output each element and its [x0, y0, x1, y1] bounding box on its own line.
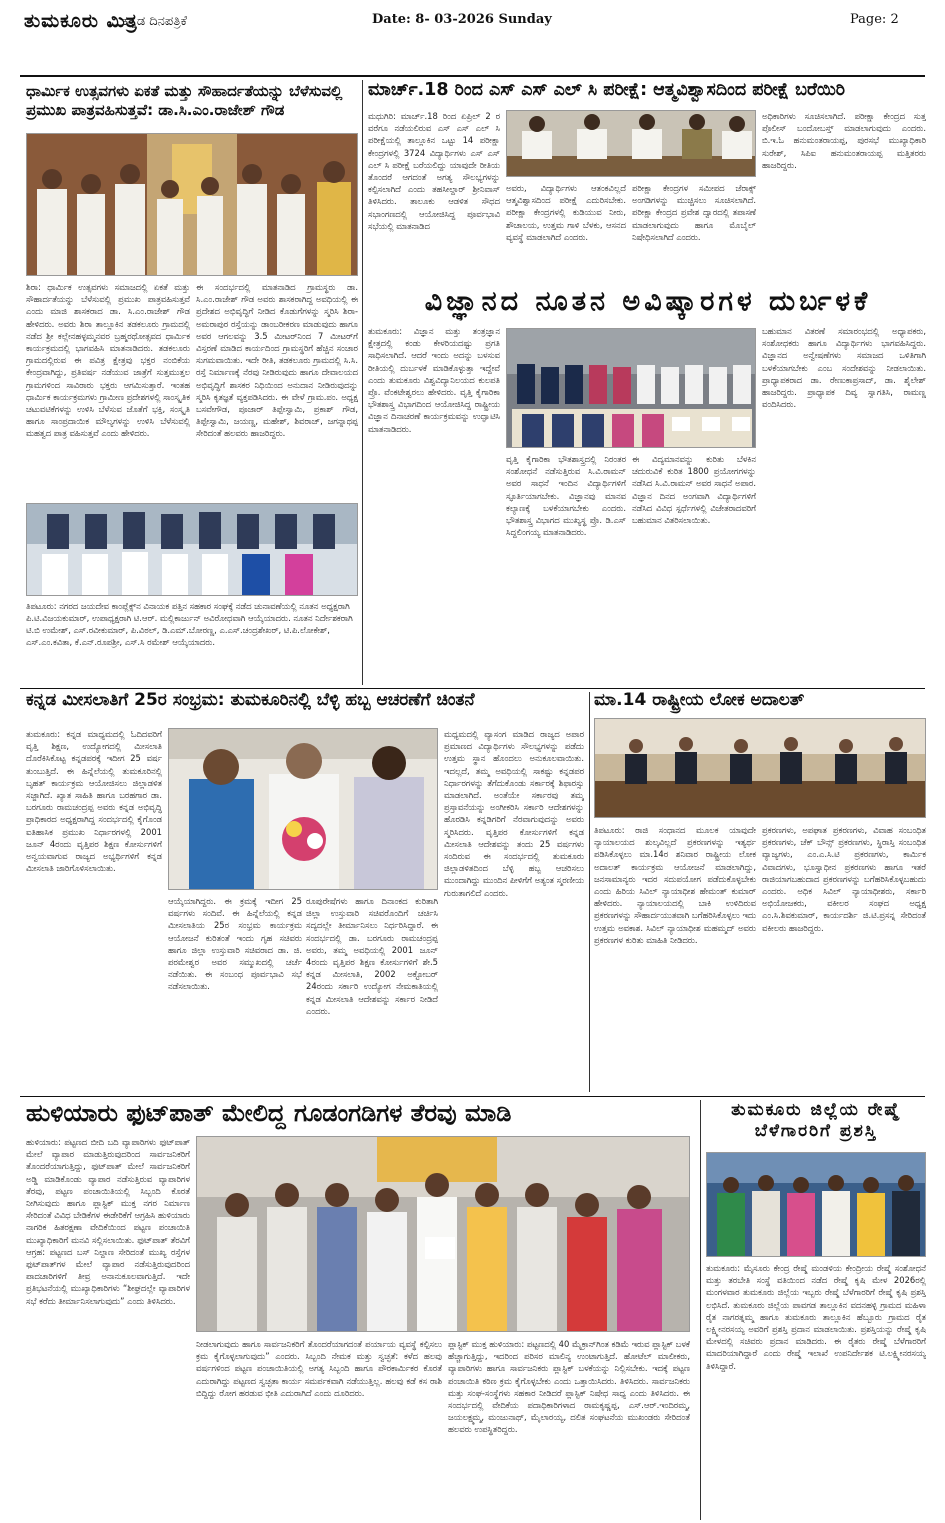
huliyar-body-col2: ನೀಡಲಾಗುವುದು ಹಾಗೂ ಸಾರ್ವಜನಿಕರಿಗೆ ತೊಂದರೆಯಾಗದಂತೆ ಪರ್ಯಾಯ ವ್ಯವಸ್ಥೆ ಕಲ್ಪಿಸಲು ಕ್ರಮ ಕೈಗೊಳ್ಳಲಾಗುವುದು” ಎಂದರು. ಸಿಬ್ಬಂದಿ ನೇಮಕ ಮತ್ತು ಸ್ವಚ್ಛತೆ: ಕಳೆದ ಹಲವು ವರ್ಷಗಳಿಂದ ಪಟ್ಟಣ ಪಂಚಾಯಿತಿಯಲ್ಲಿ ಅಗತ್ಯ ಸಿಬ್ಬಂದಿ ಹಾಗೂ ಪೌರಕಾರ್ಮಿಕರ ಕೊರತೆ ಎದುರಾಗಿದ್ದು ಪಟ್ಟಣದ ಸ್ವಚ್ಛತಾ ಕಾರ್ಯ ಸಮರ್ಪಕವಾಗಿ ನಡೆಯುತ್ತಿಲ್ಲ. ಹಲವು ಕಡೆ ಕಸ ರಾಶಿ ಬಿದ್ದಿದ್ದು ರೋಗ ಹರಡುವ ಭೀತಿ ಎದುರಾಗಿದೆ ಎಂದು ದೂರಿದರು.	[196, 1339, 442, 1398]
lokadalat-body-col1: ತಿಪಟೂರು: ರಾಜಿ ಸಂಧಾನದ ಮೂಲಕ ಯಾವುದೇ ನ್ಯಾಯಾಲಯದ ಶುಲ್ಕವಿಲ್ಲದೆ ಪ್ರಕರಣಗಳನ್ನು ಇತ್ಯರ್ಥ ಪಡಿಸಿಕೊಳ್ಳಲು ಮಾ.14ರ ಶನಿವಾರ ರಾಷ್ಟ್ರೀಯ ಲೋಕ ಅದಾಲತ್ ಕಾರ್ಯಕ್ರಮ ಆಯೋಜನೆ ಮಾಡಲಾಗಿದ್ದು, ಜನಸಾಮಾನ್ಯರು ಇದರ ಸದುಪಯೋಗ ಪಡೆದುಕೊಳ್ಳಬೇಕು ಎಂದು ಹಿರಿಯ ಸಿವಿಲ್ ನ್ಯಾಯಾಧೀಶ ಹೇಮಂತ್ ಕುಮಾರ್ ಹೇಳಿದರು. ನ್ಯಾಯಾಲಯದಲ್ಲಿ ಬಾಕಿ ಉಳಿದಿರುವ ಪ್ರಕರಣಗಳನ್ನು ಸೌಹಾರ್ದಯುತವಾಗಿ ಬಗೆಹರಿಸಿಕೊಳ್ಳಲು ಇದು ಉತ್ತಮ ಅವಕಾಶ. ಸಿವಿಲ್ ನ್ಯಾಯಾಧೀಶ ಮಹಮ್ಮದ್ ಅವರು ಪ್ರಕರಣಗಳ ಕುರಿತು ಮಾಹಿತಿ ನೀಡಿದರು.	[594, 825, 756, 945]
sslc-meeting-photo	[506, 110, 756, 177]
newspaper-subtitle: ಕನ್ನಡ ದಿನಪತ್ರಿಕೆ	[122, 14, 188, 29]
court-hall-photo	[594, 718, 926, 818]
masthead-rule	[20, 75, 925, 77]
huliyar-body-col1: ಹುಳಿಯಾರು: ಪಟ್ಟಣದ ಬೀದಿ ಬದಿ ವ್ಯಾಪಾರಿಗಳು ಫುಟ್‌ಪಾತ್ ಮೇಲೆ ವ್ಯಾಪಾರ ಮಾಡುತ್ತಿರುವುದರಿಂದ ಸಾರ್ವಜನಿಕರಿಗೆ ತೊಂದರೆಯಾಗುತ್ತಿದ್ದು, ಫುಟ್‌ಪಾತ್ ಮೇಲೆ ಸಾರ್ವಜನಿಕರಿಗೆ ಅಡ್ಡಿ ಮಾಡಿಕೊಂಡು ವ್ಯಾಪಾರ ನಡೆಸುತ್ತಿರುವ ವ್ಯಾಪಾರಿಗಳ ತೆರವು, ಪಟ್ಟಣ ಪಂಚಾಯಿತಿಯಲ್ಲಿ ಸಿಬ್ಬಂದಿ ಕೊರತೆ ನೀಗಿಸುವುದು ಹಾಗೂ ಪ್ಲಾಸ್ಟಿಕ್ ಮುಕ್ತ ನಗರ ನಿರ್ಮಾಣ ಸೇರಿದಂತೆ ವಿವಿಧ ಬೇಡಿಕೆಗಳ ಈಡೇರಿಕೆಗೆ ಆಗ್ರಹಿಸಿ ಹುಳಿಯಾರು ನಾಗರಿಕ ಹಿತರಕ್ಷಣಾ ವೇದಿಕೆಯಿಂದ ಪಟ್ಟಣ ಪಂಚಾಯಿತಿ ಮುಖ್ಯಾಧಿಕಾರಿಗೆ ಮನವಿ ಸಲ್ಲಿಸಲಾಯಿತು. ಫುಟ್‌ಪಾತ್ ತೆರವಿಗೆ ಆಗ್ರಹ: ಪಟ್ಟಣದ ಬಸ್ ನಿಲ್ದಾಣ ಸೇರಿದಂತೆ ಮುಖ್ಯ ರಸ್ತೆಗಳ ಫುಟ್‌ಪಾತ್‌ಗಳ ಮೇಲೆ ವ್ಯಾಪಾರ ನಡೆಸುತ್ತಿರುವುದರಿಂದ ಪಾದಚಾರಿಗಳಿಗೆ ತೀವ್ರ ಅನಾನುಕೂಲವಾಗುತ್ತಿದೆ. ಇದೇ ಪ್ರತಿಭಟನೆಯಲ್ಲಿ ಮುಖ್ಯಾಧಿಕಾರಿಗಳು “ಶೀಘ್ರದಲ್ಲೇ ವ್ಯಾಪಾರಿಗಳ ಸಭೆ ಕರೆದು ತೀರ್ಮಾನಿಸಲಾಗುವುದು” ಎಂದು ತಿಳಿಸಿದರು.	[26, 1137, 190, 1306]
lokadalat-body-col2: ಪ್ರಕರಣಗಳು, ಅಪಘಾತ ಪ್ರಕರಣಗಳು, ವಿವಾಹ ಸಂಬಂಧಿತ ಪ್ರಕರಣಗಳು, ಚೆಕ್ ಬೌನ್ಸ್ ಪ್ರಕರಣಗಳು, ಸ್ಥಿರಾಸ್ತಿ ಸಂಬಂಧಿತ ವ್ಯಾಜ್ಯಗಳು, ಎಂ.ಎ.ಸಿ.ಟಿ ಪ್ರಕರಣಗಳು, ಕಾರ್ಮಿಕ ವಿವಾದಗಳು, ಭೂಸ್ವಾಧೀನ ಪ್ರಕರಣಗಳು ಹಾಗೂ ಇತರೆ ರಾಜಿಯಾಗಬಹುದಾದ ಪ್ರಕರಣಗಳನ್ನು ಬಗೆಹರಿಸಿಕೊಳ್ಳಬಹುದು ಎಂದರು. ಅಧಿಕ ಸಿವಿಲ್ ನ್ಯಾಯಾಧೀಶರು, ಸರ್ಕಾರಿ ಅಭಿಯೋಜಕರು, ವಕೀಲರ ಸಂಘದ ಅಧ್ಯಕ್ಷ ಎಂ.ಸಿ.ಶಿವಕುಮಾರ್, ಕಾರ್ಯದರ್ಶಿ ಜಿ.ಟಿ.ಪ್ರಸನ್ನ ಸೇರಿದಂತೆ ವಕೀಲರು ಹಾಜರಿದ್ದರು.	[762, 825, 926, 933]
column-divider	[362, 80, 363, 685]
cooperative-society-photo	[26, 503, 358, 596]
kannada-body-col2: ಆಯ್ಕೆಯಾಗಿದ್ದರು. ಈ ಕ್ರಮಕ್ಕೆ ಇದೀಗ 25 ವರ್ಷಗಳು ಸಂದಿವೆ. ಈ ಹಿನ್ನೆಲೆಯಲ್ಲಿ ಕನ್ನಡ ಮೀಸಲಾತಿಯ 25ರ ಸಂಭ್ರಮ ಕಾರ್ಯಕ್ರಮ ಆಯೋಜನೆ ಕುರಿತಂತೆ ಇಂದು ಗೃಹ ಸಚಿವರು ಹಾಗೂ ಜಿಲ್ಲಾ ಉಸ್ತುವಾರಿ ಸಚಿವರಾದ ಡಾ. ಜಿ. ಪರಮೇಶ್ವರ ಅವರ ಸಮ್ಮುಖದಲ್ಲಿ ಚರ್ಚೆ ನಡೆಯಿತು. ಈ ಸಂಬಂಧ ಪೂರ್ವಭಾವಿ ಸಭೆ ನಡೆಸಲಾಯಿತು.	[168, 896, 302, 992]
cooperative-society-caption: ತಿಪಟೂರು: ನಗರದ ಜಯದೇವ ಕಾಂಪ್ಲೆಕ್ಸ್‌ನ ವಿನಾಯಕ ಪತ್ತಿನ ಸಹಕಾರ ಸಂಘಕ್ಕೆ ನಡೆದ ಚುನಾವಣೆಯಲ್ಲಿ ನೂತನ ಅಧ್ಯಕ್ಷರಾಗಿ ಪಿ.ಟಿ.ವಿಜಯಕುಮಾರ್, ಉಪಾಧ್ಯಕ್ಷರಾಗಿ ಟಿ.ಆರ್. ಮಲ್ಲಿಕಾರ್ಜುನ್ ಅವಿರೋಧವಾಗಿ ಆಯ್ಕೆಯಾದರು. ನೂತನ ನಿರ್ದೇಶಕರಾಗಿ ಟಿ.ಬಿ ಉಮೇಶ್, ಎಸ್.ರವೀಕುಮಾರ್, ಪಿ.ವಿಠಲ್, ಡಿ.ಎಮ್.ಬೋರಣ್ಣ, ಎ.ಎಸ್.ಚಂದ್ರಶೇಖರ್, ಟಿ.ಪಿ.ಲೋಕೇಶ್, ಎಸ್.ಎಂ.ಕವಿತಾ, ಕೆ.ಎನ್.ರೂಪಶ್ರೀ, ಎಸ್.ಸಿ ರಮೇಶ್ ಆಯ್ಕೆಯಾದರು.	[26, 601, 353, 647]
section-rule	[20, 688, 925, 689]
kannada-body-col3: ರೂಪುರೇಷೆಗಳು ಹಾಗೂ ದಿನಾಂಕದ ಕುರಿತಾಗಿ ಜಿಲ್ಲಾ ಉಸ್ತುವಾರಿ ಸಚಿವರೊಂದಿಗೆ ಚರ್ಚಿಸಿ ಸದ್ಯದಲ್ಲೇ ತೀರ್ಮಾನಿಸಲು ನಿರ್ಧರಿಸಿದ್ದಾರೆ. ಈ ಸಂದರ್ಭದಲ್ಲಿ ಡಾ. ಬರಗೂರು ರಾಮಚಂದ್ರಪ್ಪ ಅವರು, ತಮ್ಮ ಅವಧಿಯಲ್ಲಿ 2001 ಜೂನ್ 4ರಂದು ವೃತ್ತಿಪರ ಶಿಕ್ಷಣ ಕೋರ್ಸುಗಳಿಗೆ ಶೇ.5 ಕನ್ನಡ ಮೀಸಲಾತಿ, 2002 ಅಕ್ಟೋಬರ್ 24ರಂದು ಸರ್ಕಾರಿ ಉದ್ಯೋಗ ನೇಮಕಾತಿಯಲ್ಲಿ ಕನ್ನಡ ಮೀಸಲಾತಿ ಆದೇಶವನ್ನು ಸರ್ಕಾರ ನೀಡಿದೆ ಎಂದರು.	[306, 896, 438, 1016]
kannada-headline: ಕನ್ನಡ ಮೀಸಲಾತಿಗೆ 25ರ ಸಂಭ್ರಮ: ತುಮಕೂರಿನಲ್ಲಿ ಬೆಳ್ಳಿ ಹಬ್ಬ ಆಚರಣೆಗೆ ಚಿಂತನೆ	[26, 690, 475, 710]
column-divider	[589, 692, 590, 1092]
dharmika-body-col1: ಶಿರಾ: ಧಾರ್ಮಿಕ ಉತ್ಸವಗಳು ಸಮಾಜದಲ್ಲಿ ಏಕತೆ ಮತ್ತು ಸೌಹಾರ್ದತೆಯನ್ನು ಬೆಳೆಸುವಲ್ಲಿ ಪ್ರಮುಖ ಪಾತ್ರವಹಿಸುತ್ತವೆ ಎಂದು ಮಾಜಿ ಶಾಸಕರಾದ ಡಾ. ಸಿ.ಎಂ.ರಾಜೇಶ್ ಗೌಡ ಹೇಳಿದರು. ಅವರು ಶಿರಾ ತಾಲ್ಲೂಕಿನ ತಡಕಲೂರು ಗ್ರಾಮದಲ್ಲಿ ನಡೆದ ಶ್ರೀ ಕಲ್ಲೇನಹಳ್ಳಮ್ಮನವರ ಬ್ರಹ್ಮರಥೋತ್ಸವದ ಧಾರ್ಮಿಕ ಕಾರ್ಯಕ್ರಮದಲ್ಲಿ ಭಾಗವಹಿಸಿ ಮಾತನಾಡಿದರು. ತಡಕಲೂರು ಗ್ರಾಮದಲ್ಲಿರುವ ಈ ಪವಿತ್ರ ಕ್ಷೇತ್ರವು ಭಕ್ತರ ನಂಬಿಕೆಯ ಕೇಂದ್ರವಾಗಿದ್ದು, ಪ್ರತಿವರ್ಷ ನಡೆಯುವ ಜಾತ್ರೆಗೆ ಸುತ್ತಮುತ್ತಲ ಗ್ರಾಮಗಳಿಂದ ಸಾವಿರಾರು ಭಕ್ತರು ಆಗಮಿಸುತ್ತಾರೆ. ಇಂತಹ ಧಾರ್ಮಿಕ ಕಾರ್ಯಕ್ರಮಗಳು ಗ್ರಾಮೀಣ ಪ್ರದೇಶಗಳಲ್ಲಿ ಸಾಂಸ್ಕೃತಿಕ ಚಟುವಟಿಕೆಗಳನ್ನು ಉಳಿಸಿ ಬೆಳೆಸುವ ಜೊತೆಗೆ ಭಕ್ತಿ, ಸಂಸ್ಕೃತಿ ಹಾಗೂ ಸಾಂಪ್ರದಾಯಿಕ ಮೌಲ್ಯಗಳನ್ನು ಉಳಿಸಿ ಬೆಳೆಸುವಲ್ಲಿ ಮಹತ್ವದ ಪಾತ್ರ ವಹಿಸುತ್ತವೆ ಎಂದು ಹೇಳಿದರು.	[26, 282, 190, 439]
vijnana-body-col3: ಈ ವಿದ್ಯಮಾನವನ್ನು ಕುರಿತು ಬೆಳಕಿನ ಚದುರುವಿಕೆ ಕುರಿತ 1800 ಪ್ರಯೋಗಗಳನ್ನು ನಡೆಸಿದ ಸಿ.ವಿ.ರಾಮನ್ ಅವರ ಸಾಧನೆ ಅಪಾರ. ವಿಜ್ಞಾನ ದಿನದ ಅಂಗವಾಗಿ ವಿದ್ಯಾರ್ಥಿಗಳಿಗೆ ನಡೆಸಿದ ವಿವಿಧ ಸ್ಪರ್ಧೆಗಳಲ್ಲಿ ವಿಜೇತರಾದವರಿಗೆ ಬಹುಮಾನ ವಿತರಿಸಲಾಯಿತು.	[632, 454, 756, 526]
dharmika-body-col2: ಈ ಸಂದರ್ಭದಲ್ಲಿ ಮಾತನಾಡಿದ ಗ್ರಾಮಸ್ಥರು ಡಾ. ಸಿ.ಎಂ.ರಾಜೇಶ್ ಗೌಡ ಅವರು ಶಾಸಕರಾಗಿದ್ದ ಅವಧಿಯಲ್ಲಿ ಈ ಪ್ರದೇಶದ ಅಭಿವೃದ್ಧಿಗೆ ನೀಡಿದ ಕೊಡುಗೆಗಳನ್ನು ಸ್ಮರಿಸಿ ಶಿರಾ-ಅಮರಾಪುರ ರಸ್ತೆಯನ್ನು ಡಾಂಬರೀಕರಣ ಮಾಡುವುದು ಹಾಗೂ ಅವರ ಆಗಲವನ್ನು 3.5 ಮೀಟರ್‌ನಿಂದ 7 ಮೀಟರ್‌ಗೆ ವಿಸ್ತರಣೆ ಮಾಡಿದ ಕಾರ್ಯದಿಂದ ಗ್ರಾಮಸ್ಥರಿಗೆ ಹೆಚ್ಚಿನ ಸಂಚಾರ ಸುಗಮವಾಯಿತು. ಇದೇ ರೀತಿ, ತಡಕಲೂರು ಗ್ರಾಮದಲ್ಲಿ ಸಿ.ಸಿ. ರಸ್ತೆ ನಿರ್ಮಾಣಕ್ಕೆ ನೆರವು ನೀಡಿರುವುದು ಹಾಗೂ ದೇವಾಲಯದ ಅಭಿವೃದ್ಧಿಗೆ ಶಾಸಕರ ನಿಧಿಯಿಂದ ಅನುದಾನ ನೀಡಿರುವುದನ್ನು ಸ್ಮರಿಸಿ ಕೃತಜ್ಞತೆ ವ್ಯಕ್ತಪಡಿಸಿದರು. ಈ ವೇಳೆ ಗ್ರಾಮ.ಪಂ. ಅಧ್ಯಕ್ಷ ಬಸವೇಗೌಡ, ಪೂಜಾರ್ ತಿಪ್ಪೇಸ್ವಾಮಿ, ಪ್ರಕಾಶ್ ಗೌಡ, ತಿಪ್ಪೇಸ್ವಾಮಿ, ಜಯಣ್ಣ, ಮಹೇಶ್, ಶಿವರಾಜ್, ಜಗನ್ನಾಥಪ್ಪ ಸೇರಿದಂತೆ ಹಲವರು ಹಾಜರಿದ್ದರು.	[196, 282, 358, 439]
sslc-body-col1: ಮಧುಗಿರಿ: ಮಾರ್ಚ್.18 ರಿಂದ ಏಪ್ರಿಲ್ 2 ರ ವರೆಗೂ ನಡೆಯಲಿರುವ ಎಸ್ ಎಸ್ ಎಲ್ ಸಿ ಪರೀಕ್ಷೆಯಲ್ಲಿ ತಾಲ್ಲೂಕಿನ ಒಟ್ಟು 14 ಪರೀಕ್ಷಾ ಕೇಂದ್ರಗಳಲ್ಲಿ 3724 ವಿದ್ಯಾರ್ಥಿಗಳು ಎಸ್ ಎಸ್ ಎಲ್ ಸಿ ಪರೀಕ್ಷೆ ಬರೆಯಲಿದ್ದು ಯಾವುದೇ ರೀತಿಯ ತೊಂದರೆ ಆಗದಂತೆ ಅಗತ್ಯ ಸೌಲಭ್ಯಗಳನ್ನು ಕಲ್ಪಿಸಲಾಗಿದೆ ಎಂದು ತಹಸೀಲ್ದಾರ್ ಶ್ರೀನಿವಾಸ್ ತಿಳಿಸಿದರು. ತಾಲೂಕು ಆಡಳಿತ ಸೌಧದ ಸಭಾಂಗಣದಲ್ಲಿ ಆಯೋಜಿಸಿದ್ದ ಪೂರ್ವಭಾವಿ ಸಭೆಯಲ್ಲಿ ಮಾತನಾಡಿದ	[368, 111, 500, 231]
vijnana-body-col1: ತುಮಕೂರು: ವಿಜ್ಞಾನ ಮತ್ತು ತಂತ್ರಜ್ಞಾನ ಕ್ಷೇತ್ರದಲ್ಲಿ ಕಂಡು ಕೇಳರಿಯದಷ್ಟು ಪ್ರಗತಿ ಸಾಧಿಸಲಾಗಿದೆ. ಆದರೆ ಇಂದು ಅದನ್ನು ಬಳಸುವ ರೀತಿಯಲ್ಲಿ ದುರ್ಬಳಕೆ ಮಾಡಿಕೊಳ್ಳುತ್ತಾ ಇದ್ದೇವೆ ಎಂದು ತುಮಕೂರು ವಿಶ್ವವಿದ್ಯಾನಿಲಯದ ಕುಲಪತಿ ಪ್ರೊ. ವೆಂಕಟೇಶ್ವರಲು ಹೇಳಿದರು. ವೃತ್ತಿ ಕೈಗಾರಿಕಾ ಭೌತಶಾಸ್ತ್ರ ವಿಭಾಗದಿಂದ ಆಯೋಜಿಸಿದ್ದ ರಾಷ್ಟ್ರೀಯ ವಿಜ್ಞಾನ ದಿನಾಚರಣೆ ಕಾರ್ಯಕ್ರಮವನ್ನು ಉದ್ಘಾಟಿಸಿ ಮಾತನಾಡಿದರು.	[368, 326, 500, 434]
masthead	[0, 0, 945, 72]
kannada-body-col1: ತುಮಕೂರು: ಕನ್ನಡ ಮಾಧ್ಯಮದಲ್ಲಿ ಓದಿದವರಿಗೆ ವೃತ್ತಿ ಶಿಕ್ಷಣ, ಉದ್ಯೋಗದಲ್ಲಿ ಮೀಸಲಾತಿ ದೊರೆಕಿಸಿಕೊಟ್ಟ ಕನ್ನಡಪರಕ್ಕೆ ಇದೀಗ 25 ವರ್ಷ ತುಂಬುತ್ತಿದೆ. ಈ ಹಿನ್ನೆಲೆಯಲ್ಲಿ ತುಮಕೂರಿನಲ್ಲಿ ಬೃಹತ್ ಕಾರ್ಯಕ್ರಮ ಆಯೋಜಿಸಲು ಜಿಲ್ಲಾಡಳಿತ ಸಜ್ಜಾಗಿದೆ. ಖ್ಯಾತ ಸಾಹಿತಿ ಹಾಗೂ ಬರಹಗಾರ ಡಾ. ಬರಗೂರು ರಾಮಚಂದ್ರಪ್ಪ ಅವರು ಕನ್ನಡ ಅಭಿವೃದ್ಧಿ ಪ್ರಾಧಿಕಾರದ ಅಧ್ಯಕ್ಷರಾಗಿದ್ದ ಸಂದರ್ಭದಲ್ಲಿ ಕೈಗೊಂಡ ಐತಿಹಾಸಿಕ ಪ್ರಮುಖ ನಿರ್ಧಾರಗಳಲ್ಲಿ 2001 ಜೂನ್ 4ರಂದು ವೃತ್ತಿಪರ ಶಿಕ್ಷಣ ಕೋರ್ಸುಗಳಿಗೆ ಅನ್ವಯವಾಗುವ ರಾಜ್ಯದ ಅಭ್ಯರ್ಥಿಗಳಿಗೆ ಕನ್ನಡ ಮೀಸಲಾತಿ ಜಾರಿಗೊಳಿಸಲಾಯಿತು.	[26, 729, 162, 874]
sslc-body-col4: ಅಧಿಕಾರಿಗಳು ಸೂಚಿಸಲಾಗಿದೆ. ಪರೀಕ್ಷಾ ಕೇಂದ್ರದ ಸುತ್ತ ಪೊಲೀಸ್ ಬಂದೋಬಸ್ತ್ ಮಾಡಲಾಗುವುದು ಎಂದರು. ಬಿ.ಇ.ಓ ಹನುಮಂತರಾಯಪ್ಪ, ಪುರಸಭೆ ಮುಖ್ಯಾಧಿಕಾರಿ ಸುರೇಶ್, ಸಿಪಿಐ ಹನುಮಂತರಾಯಪ್ಪ ಮತ್ತಿತರರು ಹಾಜರಿದ್ದರು.	[762, 111, 926, 170]
newspaper-name: ತುಮಕೂರು ಮಿತ್ರ	[24, 10, 138, 32]
sslc-body-col2: ಅವರು, ವಿದ್ಯಾರ್ಥಿಗಳು ಆತಂಕವಿಲ್ಲದೆ ಆತ್ಮವಿಶ್ವಾಸದಿಂದ ಪರೀಕ್ಷೆ ಎದುರಿಸಬೇಕು. ಪರೀಕ್ಷಾ ಕೇಂದ್ರಗಳಲ್ಲಿ ಕುಡಿಯುವ ನೀರು, ಶೌಚಾಲಯ, ಉತ್ತಮ ಗಾಳಿ ಬೆಳಕು, ಆಸನದ ವ್ಯವಸ್ಥೆ ಮಾಡಲಾಗಿದೆ ಎಂದರು.	[506, 183, 626, 242]
column-divider	[700, 1100, 701, 1520]
vijnana-body-col2: ವೃತ್ತಿ ಕೈಗಾರಿಕಾ ಭೌತಶಾಸ್ತ್ರದಲ್ಲಿ ನಿರಂತರ ಸಂಶೋಧನೆ ನಡೆಸುತ್ತಿರುವ ಸಿ.ವಿ.ರಾಮನ್ ಅವರ ಸಾಧನೆ ಇಂದಿನ ವಿದ್ಯಾರ್ಥಿಗಳಿಗೆ ಸ್ಫೂರ್ತಿಯಾಗಬೇಕು. ವಿಜ್ಞಾನವು ಮಾನವ ಕಲ್ಯಾಣಕ್ಕೆ ಬಳಕೆಯಾಗಬೇಕು ಎಂದರು. ಭೌತಶಾಸ್ತ್ರ ವಿಭಾಗದ ಮುಖ್ಯಸ್ಥ ಪ್ರೊ. ಡಿ.ಎಸ್ ಸಿದ್ದಲಿಂಗಯ್ಯ ಮಾತನಾಡಿದರು.	[506, 454, 626, 538]
kannada-felicitation-photo	[168, 728, 438, 890]
lokadalat-headline: ಮಾ.14 ರಾಷ್ಟ್ರೀಯ ಲೋಕ ಅದಾಲತ್	[594, 690, 805, 710]
huliyar-headline: ಹುಳಿಯಾರು ಫುಟ್‌ಪಾತ್ ಮೇಲಿದ್ದ ಗೂಡಂಗಡಿಗಳ ತೆರವು ಮಾಡಿ	[26, 1099, 512, 1127]
vijnana-headline: ವಿಜ್ಞಾನದ ನೂತನ ಅವಿಷ್ಕಾರಗಳ ದುರ್ಬಳಕೆ	[424, 286, 872, 317]
dharmika-headline: ಧಾರ್ಮಿಕ ಉತ್ಸವಗಳು ಏಕತೆ ಮತ್ತು ಸೌಹಾರ್ದತೆಯನ್ನು ಬೆಳೆಸುವಲ್ಲಿ ಪ್ರಮುಖ ಪಾತ್ರವಹಿಸುತ್ತವೆ: ಡಾ.ಸಿ.ಎಂ.ರಾಜೇಶ್ ಗೌಡ	[26, 82, 343, 119]
kannada-body-col4: ಮಧ್ಯಮದಲ್ಲಿ ವ್ಯಾಸಂಗ ಮಾಡಿದ ರಾಜ್ಯದ ಅಪಾರ ಪ್ರಮಾಣದ ವಿದ್ಯಾರ್ಥಿಗಳು ಸೌಲಭ್ಯಗಳನ್ನು ಪಡೆದು ಉತ್ತಮ ಸ್ಥಾನ ಹೊಂದಲು ಅನುಕೂಲವಾಯಿತು. ಇದಲ್ಲದೆ, ತಮ್ಮ ಅವಧಿಯಲ್ಲಿ ಸಾಕಷ್ಟು ಕನ್ನಡಪರ ನಿರ್ಧಾರಗಳನ್ನು ತೆಗೆದುಕೊಂಡು ಸರ್ಕಾರಕ್ಕೆ ಶಿಫಾರಸ್ಸು ಮಾಡಲಾಗಿದೆ. ಅಂತೆಯೇ ಸರ್ಕಾರವು ತಮ್ಮ ಪ್ರಸ್ತಾವನೆಯನ್ನು ಅಂಗೀಕರಿಸಿ ಸರ್ಕಾರಿ ಆದೇಶಗಳನ್ನು ಹೊರಡಿಸಿ ಕನ್ನಡಿಗರಿಗೆ ನೆರವಾಗುವುದನ್ನು ಅವರು ಸ್ಮರಿಸಿದರು. ವೃತ್ತಿಪರ ಕೋರ್ಸುಗಳಿಗೆ ಕನ್ನಡ ಮೀಸಲಾತಿ ಆದೇಶವನ್ನು ತಂದು 25 ವರ್ಷಗಳು ಸಂದಿರುವ ಈ ಸಂದರ್ಭದಲ್ಲಿ ತುಮಕೂರು ಜಿಲ್ಲಾಡಳಿತದಿಂದ ಬೆಳ್ಳಿ ಹಬ್ಬ ಆಚರಿಸಲು ಮುಂದಾಗಿದ್ದು ಮುಂದಿನ ಪೀಳಿಗೆಗೆ ಅತ್ಯಂತ ಸ್ಮರಣೀಯ ಗುರುತಾಗಲಿದೆ ಎಂದರು.	[444, 729, 584, 898]
vijnana-body-col4: ಬಹುಮಾನ ವಿತರಣೆ ಸಮಾರಂಭದಲ್ಲಿ ಅಧ್ಯಾಪಕರು, ಸಂಶೋಧಕರು ಹಾಗೂ ವಿದ್ಯಾರ್ಥಿಗಳು ಭಾಗವಹಿಸಿದ್ದರು. ವಿಜ್ಞಾನದ ಅನ್ವೇಷಣೆಗಳು ಸಮಾಜದ ಒಳಿತಿಗಾಗಿ ಬಳಕೆಯಾಗಬೇಕು ಎಂಬ ಸಂದೇಶವನ್ನು ನೀಡಲಾಯಿತು. ಪ್ರಾಧ್ಯಾಪಕರಾದ ಡಾ. ರೇಣುಕಾಪ್ರಸಾದ್, ಡಾ. ಶೈಲೇಶ್ ಹಾಜರಿದ್ದರು. ಪ್ರಾಧ್ಯಾಪಕ ದಿವ್ಯ ಸ್ವಾಗತಿಸಿ, ರಾಮಣ್ಣ ವಂದಿಸಿದರು.	[762, 326, 926, 410]
reshme-headline: ತುಮಕೂರು ಜಿಲ್ಲೆಯ ರೇಷ್ಮೆ ಬೆಳೆಗಾರರಿಗೆ ಪ್ರಶಸ್ತಿ	[731, 1100, 901, 1142]
page-number: Page: 2	[850, 12, 899, 27]
sericulture-award-photo	[706, 1152, 926, 1257]
sslc-headline: ಮಾರ್ಚ್.18 ರಿಂದ ಎಸ್ ಎಸ್ ಎಲ್ ಸಿ ಪರೀಕ್ಷೆ: ಆತ್ಮವಿಶ್ವಾಸದಿಂದ ಪರೀಕ್ಷೆ ಬರೆಯಿರಿ	[368, 80, 846, 100]
huliyar-petition-photo	[196, 1136, 690, 1332]
issue-date: Date: 8- 03-2026 Sunday	[372, 12, 552, 27]
temple-group-photo	[26, 133, 358, 276]
reshme-body: ತುಮಕೂರು: ಮೈಸೂರು ಕೇಂದ್ರ ರೇಷ್ಮೆ ಮಂಡಳಿಯ ಕೇಂದ್ರೀಯ ರೇಷ್ಮೆ ಸಂಶೋಧನೆ ಮತ್ತು ತರಬೇತಿ ಸಂಸ್ಥೆ ವತಿಯಿಂದ ನಡೆದ ರೇಷ್ಮೆ ಕೃಷಿ ಮೇಳ 2026ರಲ್ಲಿ ಮಂಗಳವಾರ ತುಮಕೂರು ಜಿಲ್ಲೆಯ ಇಬ್ಬರು ರೇಷ್ಮೆ ಬೆಳೆಗಾರರಿಗೆ ರೇಷ್ಮೆ ಕೃಷಿ ಪ್ರಶಸ್ತಿ ಲಭಿಸಿದೆ. ತುಮಕೂರು ಜಿಲ್ಲೆಯ ಪಾವಗಡ ತಾಲ್ಲೂಕಿನ ವದನಹಳ್ಳಿ ಗ್ರಾಮದ ಮಹಿಳಾ ರೈತ ನಾಗರತ್ನಮ್ಮ ಹಾಗೂ ತುಮಕೂರು ತಾಲ್ಲೂಕಿನ ಹೆಬ್ಬೂರು ಗ್ರಾಮದ ರೈತ ಲಕ್ಷ್ಮೀನರಸಯ್ಯ ಅವರಿಗೆ ಪ್ರಶಸ್ತಿ ಪ್ರದಾನ ಮಾಡಲಾಯಿತು. ಪ್ರಶಸ್ತಿಯನ್ನು ರೇಷ್ಮೆ ಕೃಷಿ ಮೇಳದಲ್ಲಿ ಸಚಿವರು ಪ್ರದಾನ ಮಾಡಿದರು. ಈ ರೈತರು ರೇಷ್ಮೆ ಬೆಳೆಗಾರರಿಗೆ ಮಾದರಿಯಾಗಿದ್ದಾರೆ ಎಂದು ರೇಷ್ಮೆ ಇಲಾಖೆ ಉಪನಿರ್ದೇಶಕ ಟಿ.ಲಕ್ಷ್ಮೀನರಸಯ್ಯ ತಿಳಿಸಿದ್ದಾರೆ.	[706, 1263, 926, 1371]
science-day-group-photo	[506, 328, 756, 448]
sslc-body-col3: ಪರೀಕ್ಷಾ ಕೇಂದ್ರಗಳ ಸಮೀಪದ ಜೆರಾಕ್ಸ್ ಅಂಗಡಿಗಳನ್ನು ಮುಚ್ಚಿಸಲು ಸೂಚಿಸಲಾಗಿದೆ. ಪರೀಕ್ಷಾ ಕೇಂದ್ರದ ಪ್ರವೇಶ ದ್ವಾರದಲ್ಲಿ ತಪಾಸಣೆ ಮಾಡಲಾಗುವುದು ಹಾಗೂ ಮೊಬೈಲ್ ನಿಷೇಧಿಸಲಾಗಿದೆ ಎಂದರು.	[632, 183, 756, 242]
section-rule	[20, 1096, 925, 1097]
huliyar-body-col3: ಪ್ಲಾಸ್ಟಿಕ್ ಮುಕ್ತ ಹುಳಿಯಾರು: ಪಟ್ಟಣದಲ್ಲಿ 40 ಮೈಕ್ರಾನ್‌ಗಿಂತ ಕಡಿಮೆ ಇರುವ ಪ್ಲಾಸ್ಟಿಕ್ ಬಳಕೆ ಹೆಚ್ಚಾಗುತ್ತಿದ್ದು, ಇದರಿಂದ ಪರಿಸರ ಮಾಲಿನ್ಯ ಉಂಟಾಗುತ್ತಿದೆ. ಹೋಟೆಲ್ ಮಾಲೀಕರು, ವ್ಯಾಪಾರಿಗಳು ಹಾಗೂ ಸಾರ್ವಜನಿಕರು ಪ್ಲಾಸ್ಟಿಕ್ ಬಳಕೆಯನ್ನು ನಿಲ್ಲಿಸಬೇಕು. ಇದಕ್ಕೆ ಪಟ್ಟಣ ಪಂಚಾಯಿತಿ ಕಠಿಣ ಕ್ರಮ ಕೈಗೊಳ್ಳಬೇಕು ಎಂದು ಒತ್ತಾಯಿಸಿದರು. ತಿಳಿಸಿದರು. ಸಾರ್ವಜನಿಕರು ಮತ್ತು ಸಂಘ-ಸಂಸ್ಥೆಗಳು ಸಹಕಾರ ನೀಡಿದರೆ ಪ್ಲಾಸ್ಟಿಕ್ ನಿಷೇಧ ಸಾಧ್ಯ ಎಂದು ತಿಳಿಸಿದರು. ಈ ಸಂದರ್ಭದಲ್ಲಿ ವೇದಿಕೆಯ ಪದಾಧಿಕಾರಿಗಳಾದ ರಾಮಕೃಷ್ಣಪ್ಪ, ಎಸ್.ಆರ್.ಇಂದಿರಮ್ಮ, ಜಯಲಕ್ಷ್ಮಮ್ಮ, ಮಂಜುನಾಥ್, ಮೈಲಾರಯ್ಯ, ದಲಿತ ಸಂಘಟನೆಯ ಮುಖಂಡರು ಸೇರಿದಂತೆ ಹಲವರು ಉಪಸ್ಥಿತರಿದ್ದರು.	[448, 1339, 690, 1435]
